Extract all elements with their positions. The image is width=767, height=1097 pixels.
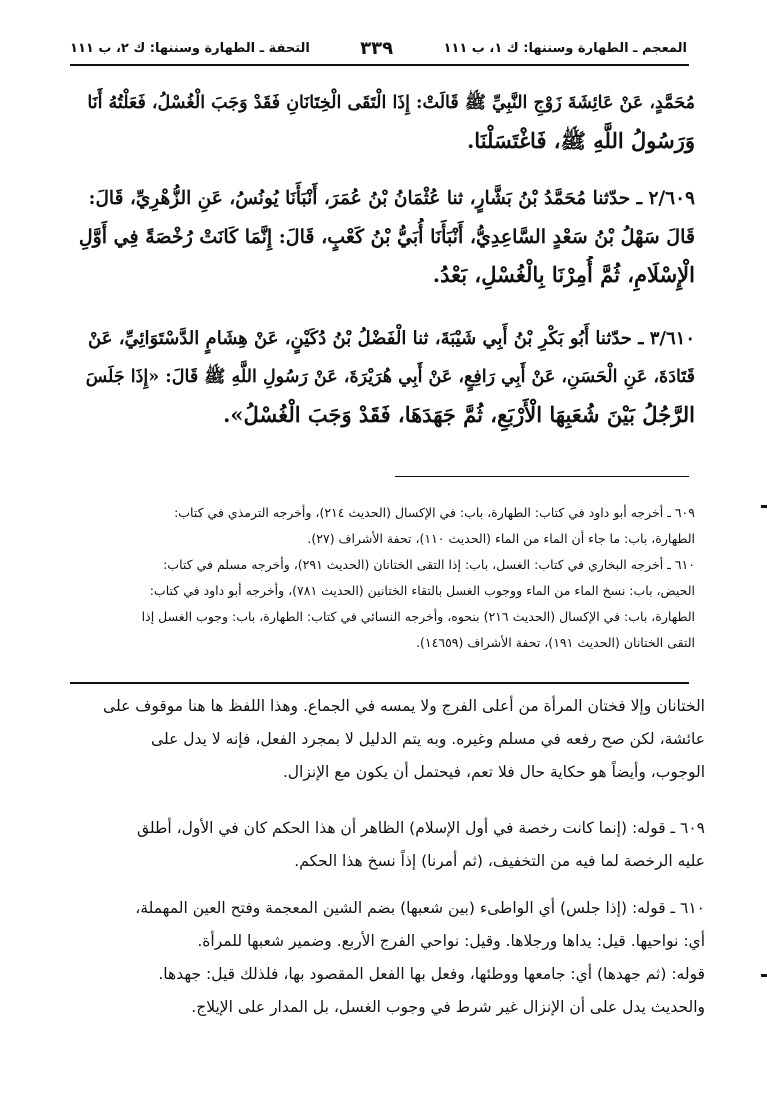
text-line: ٦٠٩ ـ قوله: (إنما كانت رخصة في أول الإسلام) الظاهر أن هذا الحكم كان في الأول، أطلق — [136, 819, 705, 837]
text-line: عليه الرخصة لما فيه من التخفيف، (ثم أمرنا) إذاً نسخ هذا الحكم. — [294, 852, 705, 870]
margin-mark — [761, 974, 767, 977]
text-line: ٣/٦١٠ ـ حدّثنا أَبُو بَكْرِ بْنُ أَبِي شَيْبَةَ، ثنا الْفَضْلُ بْنُ دُكَيْنٍ، عَنْ هِشَامٍ الدَّسْتَوَائِيِّ، عَنْ — [88, 328, 695, 349]
footnote-line: ٦٠٩ ـ أخرجه أبو داود في كتاب: الطهارة، باب: في الإكسال (الحديث ٢١٤)، وأخرجه الترمذي في كتاب: — [174, 505, 695, 520]
page-number: ٣٣٩ — [360, 37, 394, 59]
text-line: عائشة، لكن صح رفعه في مسلم وغيره. وبه يتم الدليل لا بمجرد الفعل، فإنه لا يدل على — [151, 730, 705, 748]
commentary-paragraph-3 — [70, 892, 705, 958]
header-rule — [70, 64, 689, 66]
footnote-separator — [395, 476, 689, 477]
text-line: قوله: (ثم جهدها) أي: جامعها ووطئها، وفعل بها الفعل المقصود بها، فلذلك قيل: جهدها. — [158, 965, 705, 983]
text-line: الختانان وإلا فختان المرأة من أعلى الفرج ولا يمسه في الجماع. وهذا اللفظ ها هنا موقوف على — [103, 697, 705, 715]
text-line: أي: نواحيها. قيل: يداها ورجلاها. وقيل: نواحي الفرج الأربع. وضمير شعبها للمرأة. — [197, 932, 705, 950]
text-line: الرَّجُلُ بَيْنَ شُعَبِهَا الْأَرْبَعِ، ثُمَّ جَهَدَهَا، فَقَدْ وَجَبَ الْغُسْلُ». — [223, 402, 695, 427]
header-right: المعجم ـ الطهارة وسننها: ك ١، ب ١١١ — [443, 40, 687, 56]
text-line: والحديث يدل على أن الإنزال غير شرط في وجوب الغسل، بل المدار على الإيلاج. — [191, 998, 705, 1016]
footnote-line: الطهارة، باب: في الإكسال (الحديث ٢١٦) بنحوه، وأخرجه النسائي في كتاب: الطهارة، باب: وجوب الغسل إذا — [141, 609, 695, 624]
footnote-line: التقى الختانان (الحديث ١٩١)، تحفة الأشراف (١٤٦٥٩). — [416, 635, 695, 650]
text-line: مُحَمَّدٍ، عَنْ عَائِشَةَ زَوْجِ النَّبِيِّ ﷺ قَالَتْ: إِذَا الْتَقَى الْخِتَانَانِ فَقَدْ وَجَبَ الْغُسْلُ، فَعَلْتُهُ أَنَا — [87, 93, 695, 113]
header-left: التحفة ـ الطهارة وسننها: ك ٢، ب ١١١ — [70, 40, 310, 56]
text-line: ٦١٠ ـ قوله: (إذا جلس) أي الواطىء (بين شعبها) بضم الشين المعجمة وفتح العين المهملة، — [135, 899, 705, 917]
footnote-line: ٦١٠ ـ أخرجه البخاري في كتاب: الغسل، باب: إذا التقى الختانان (الحديث ٢٩١)، وأخرجه مسلم في كتاب: — [163, 557, 695, 572]
hadith-608-tail — [74, 84, 695, 160]
hadith-610 — [74, 320, 695, 434]
commentary-paragraph-2 — [70, 812, 705, 878]
text-line: قَالَ سَهْلُ بْنُ سَعْدٍ السَّاعِدِيُّ، أَنْبَأَنَا أُبَيُّ بْنُ كَعْبٍ، قَالَ: إِنَّمَا كَانَتْ رُخْصَةً فِي أَوَّلِ — [78, 226, 695, 248]
commentary-separator — [70, 682, 689, 684]
text-line: وَرَسُولُ اللَّهِ ﷺ، فَاغْتَسَلْنَا. — [467, 128, 695, 153]
running-header — [70, 36, 687, 60]
commentary-paragraph-1 — [70, 690, 705, 789]
commentary-paragraph-4 — [70, 958, 705, 1024]
text-line: ٢/٦٠٩ ـ حدّثنا مُحَمَّدُ بْنُ بَشَّارٍ، ثنا عُثْمَانُ بْنُ عُمَرَ، أَنْبَأَنَا يُونُسُ، عَنِ الزُّهْرِيِّ، قَالَ: — [88, 188, 695, 209]
footnotes — [74, 500, 695, 656]
margin-mark — [761, 505, 767, 508]
footnote-line: الحيض، باب: نسخ الماء من الماء ووجوب الغسل بالتقاء الختانين (الحديث ٧٨١)، وأخرجه أبو داود في كتاب: — [149, 583, 695, 598]
text-line: الوجوب، وأيضاً هو حكاية حال فلا تعم، فيحتمل أن يكون مع الإنزال. — [282, 763, 705, 781]
hadith-609 — [74, 180, 695, 294]
footnote-line: الطهارة، باب: ما جاء أن الماء من الماء (الحديث ١١٠)، تحفة الأشراف (٢٧). — [307, 531, 695, 546]
text-line: قَتَادَةَ، عَنِ الْحَسَنِ، عَنْ أَبِي رَافِعٍ، عَنْ أَبِي هُرَيْرَةَ، عَنْ رَسُولِ اللَّهِ ﷺ قَالَ: «إِذَا جَلَسَ — [85, 367, 695, 387]
text-line: الْإِسْلَامِ، ثُمَّ أُمِرْنَا بِالْغُسْلِ، بَعْدُ. — [432, 262, 695, 287]
